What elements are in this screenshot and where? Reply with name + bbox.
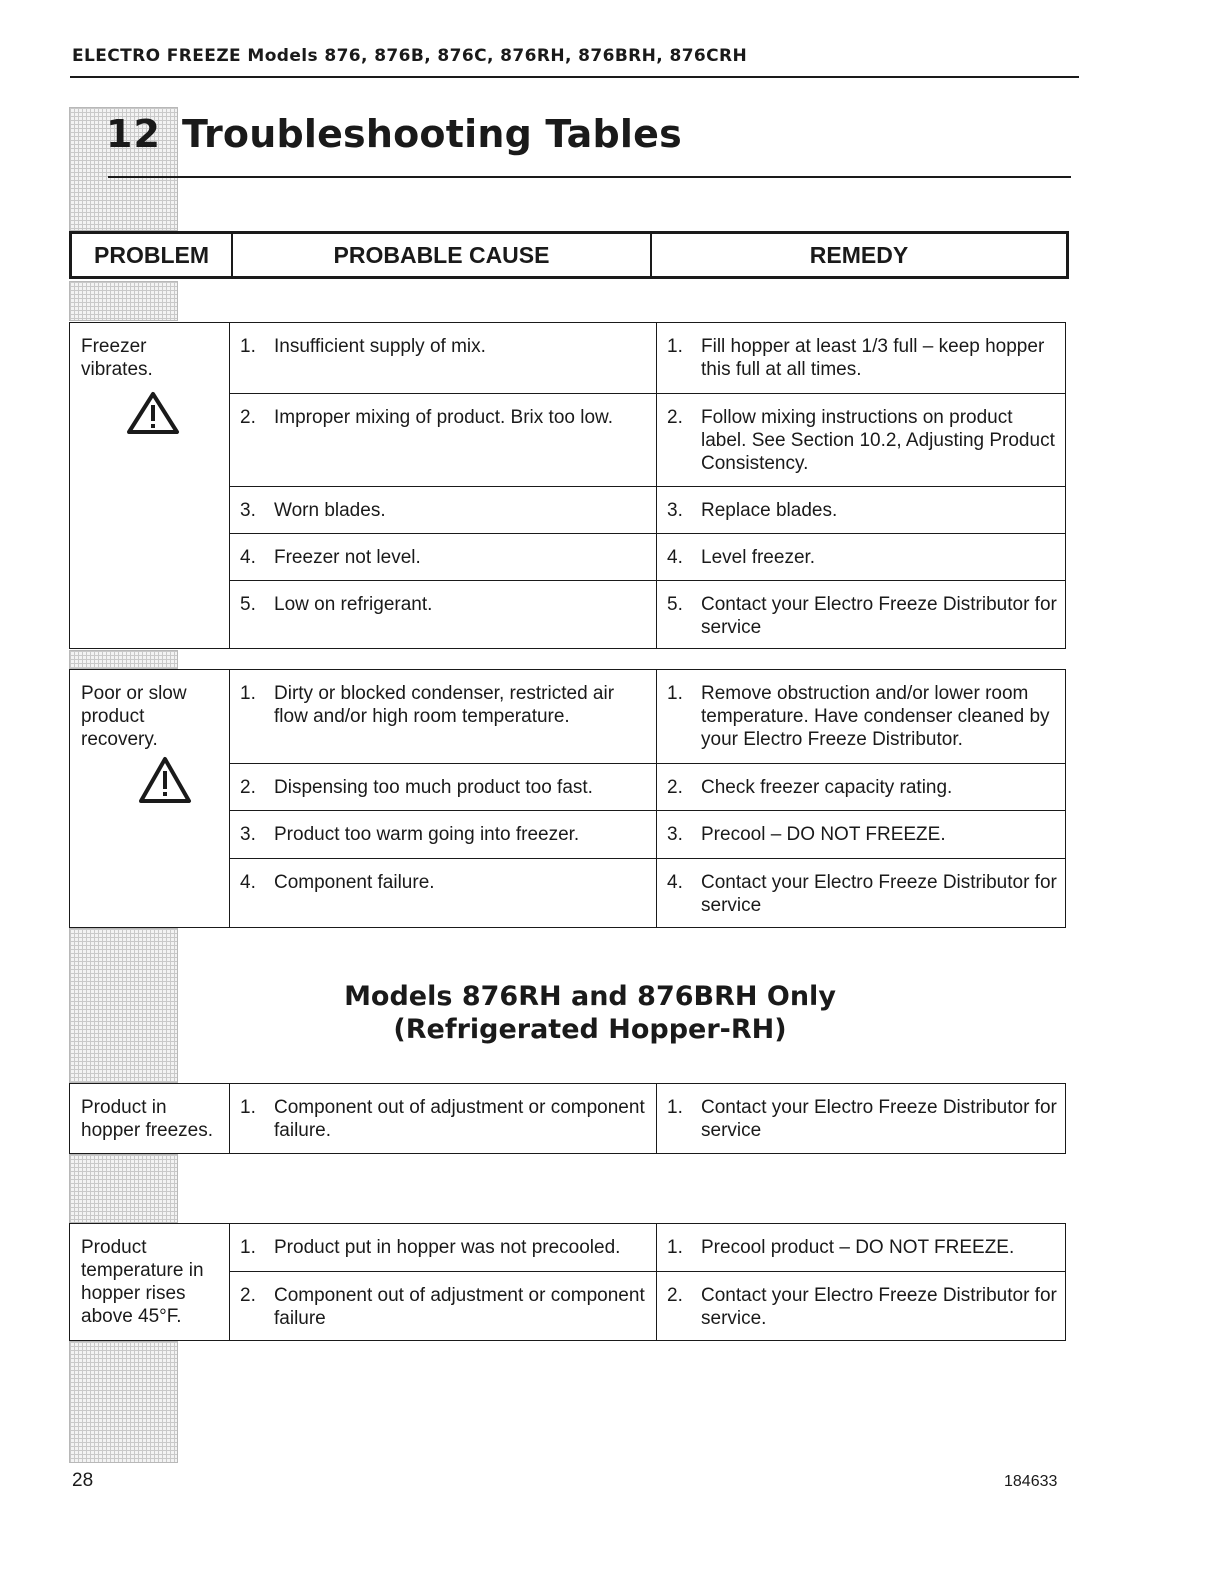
cause-number: 3. — [240, 824, 256, 845]
remedy-text: Fill hopper at least 1/3 full – keep hopper this full at all times. — [701, 336, 1045, 380]
remedy-cell — [657, 1084, 1065, 1153]
remedy-number: 2. — [667, 407, 683, 428]
cause-cell — [230, 1272, 657, 1340]
remedy-number: 4. — [667, 872, 683, 893]
cause-cell — [230, 859, 657, 927]
table-row — [230, 1084, 1065, 1153]
margin-grid-decoration — [69, 281, 178, 321]
cause-text: Product too warm going into freezer. — [274, 824, 580, 845]
cause-cell — [230, 811, 657, 858]
subsection-heading — [300, 980, 880, 1046]
title-rule — [108, 176, 1071, 178]
cause-number: 2. — [240, 777, 256, 798]
problem-text: Product temperature in hopper rises above 45°F. — [81, 1237, 204, 1327]
table-row — [230, 1271, 1065, 1340]
remedy-cell — [657, 1224, 1065, 1271]
cause-number: 1. — [240, 1237, 256, 1258]
remedy-text: Contact your Electro Freeze Distributor for service — [701, 594, 1057, 638]
cause-number: 4. — [240, 872, 256, 893]
cause-text: Component out of adjustment or component failure. — [274, 1097, 645, 1141]
section-title: Troubleshooting Tables — [182, 112, 682, 156]
remedy-cell — [657, 581, 1065, 648]
table-header — [69, 231, 1069, 279]
remedy-cell — [657, 394, 1065, 486]
remedy-text: Level freezer. — [701, 547, 816, 568]
remedy-number: 1. — [667, 1237, 683, 1258]
subsection-heading-line1: Models 876RH and 876BRH Only — [344, 981, 836, 1012]
problem-text: Product in hopper freezes. — [81, 1097, 214, 1141]
trouble-block — [69, 669, 1066, 928]
remedy-text: Follow mixing instructions on product label. See Section 10.2, Adjusting Product Consistency. — [701, 407, 1055, 474]
cause-text: Product put in hopper was not precooled. — [274, 1237, 621, 1258]
remedy-text: Precool – DO NOT FREEZE. — [701, 824, 946, 845]
table-row — [230, 763, 1065, 810]
cause-text: Dispensing too much product too fast. — [274, 777, 593, 798]
trouble-block — [69, 1083, 1066, 1154]
block-rows — [230, 1224, 1065, 1340]
cause-text: Component out of adjustment or component failure — [274, 1285, 645, 1329]
remedy-number: 1. — [667, 336, 683, 357]
column-header-problem: PROBLEM — [94, 241, 209, 268]
remedy-number: 3. — [667, 824, 683, 845]
remedy-text: Remove obstruction and/or lower room temperature. Have condenser cleaned by your Electro Freeze Distributor. — [701, 683, 1050, 750]
cause-text: Worn blades. — [274, 500, 386, 521]
table-row — [230, 670, 1065, 763]
cause-text: Improper mixing of product. Brix too low. — [274, 407, 613, 428]
cause-number: 3. — [240, 500, 256, 521]
cause-number: 2. — [240, 1285, 256, 1306]
problem-text: Poor or slow product recovery. — [81, 683, 187, 750]
cause-text: Dirty or blocked condenser, restricted air flow and/or high room temperature. — [274, 683, 615, 727]
cause-cell — [230, 581, 657, 648]
warning-triangle-icon — [138, 756, 192, 804]
cause-text: Freezer not level. — [274, 547, 421, 568]
cause-cell — [230, 764, 657, 810]
problem-text: Freezer vibrates. — [81, 336, 153, 380]
table-row — [230, 858, 1065, 927]
cause-cell — [230, 394, 657, 486]
cause-number: 1. — [240, 1097, 256, 1118]
remedy-cell — [657, 1272, 1065, 1340]
remedy-text: Check freezer capacity rating. — [701, 777, 953, 798]
remedy-cell — [657, 323, 1065, 393]
remedy-cell — [657, 811, 1065, 858]
trouble-block — [69, 322, 1066, 649]
remedy-cell — [657, 670, 1065, 763]
problem-cell — [70, 1224, 230, 1340]
remedy-number: 1. — [667, 1097, 683, 1118]
table-row — [230, 393, 1065, 486]
cause-text: Low on refrigerant. — [274, 594, 433, 615]
margin-grid-decoration — [69, 650, 178, 669]
table-row — [230, 580, 1065, 648]
remedy-number: 2. — [667, 1285, 683, 1306]
remedy-text: Contact your Electro Freeze Distributor for service — [701, 1097, 1057, 1141]
cause-number: 5. — [240, 594, 256, 615]
cause-cell — [230, 1224, 657, 1271]
remedy-number: 2. — [667, 777, 683, 798]
remedy-number: 1. — [667, 683, 683, 704]
cause-cell — [230, 487, 657, 533]
cause-number: 1. — [240, 683, 256, 704]
margin-grid-decoration — [69, 1154, 178, 1223]
remedy-cell — [657, 487, 1065, 533]
page-number: 28 — [72, 1470, 94, 1491]
remedy-cell — [657, 534, 1065, 580]
cause-text: Component failure. — [274, 872, 435, 893]
document-number: 184633 — [1004, 1473, 1058, 1490]
column-header-remedy: REMEDY — [650, 234, 1066, 276]
cause-number: 2. — [240, 407, 256, 428]
warning-triangle-icon — [126, 391, 180, 435]
cause-cell — [230, 534, 657, 580]
table-row — [230, 810, 1065, 858]
section-number: 12 — [106, 112, 161, 156]
remedy-cell — [657, 859, 1065, 927]
table-row — [230, 486, 1065, 533]
problem-cell — [70, 323, 230, 648]
table-row — [230, 1224, 1065, 1271]
cause-number: 4. — [240, 547, 256, 568]
remedy-cell — [657, 764, 1065, 810]
problem-cell — [70, 1084, 230, 1153]
header-rule — [70, 76, 1079, 78]
remedy-text: Contact your Electro Freeze Distributor for service. — [701, 1285, 1057, 1329]
cause-cell — [230, 323, 657, 393]
margin-grid-decoration — [69, 1341, 178, 1463]
remedy-text: Precool product – DO NOT FREEZE. — [701, 1237, 1015, 1258]
remedy-number: 5. — [667, 594, 683, 615]
remedy-text: Contact your Electro Freeze Distributor for service — [701, 872, 1057, 916]
cause-text: Insufficient supply of mix. — [274, 336, 486, 357]
cause-number: 1. — [240, 336, 256, 357]
problem-cell — [70, 670, 230, 927]
cause-cell — [230, 670, 657, 763]
subsection-heading-line2: (Refrigerated Hopper-RH) — [393, 1014, 787, 1045]
table-row — [230, 323, 1065, 393]
block-rows — [230, 670, 1065, 927]
document-header: ELECTRO FREEZE Models 876, 876B, 876C, 876RH, 876BRH, 876CRH — [72, 46, 748, 66]
cause-cell — [230, 1084, 657, 1153]
column-header-probable-cause: PROBABLE CAUSE — [231, 234, 650, 276]
block-rows — [230, 323, 1065, 648]
table-row — [230, 533, 1065, 580]
margin-grid-decoration — [69, 928, 178, 1083]
remedy-number: 4. — [667, 547, 683, 568]
remedy-number: 3. — [667, 500, 683, 521]
remedy-text: Replace blades. — [701, 500, 838, 521]
trouble-block — [69, 1223, 1066, 1341]
block-rows — [230, 1084, 1065, 1153]
